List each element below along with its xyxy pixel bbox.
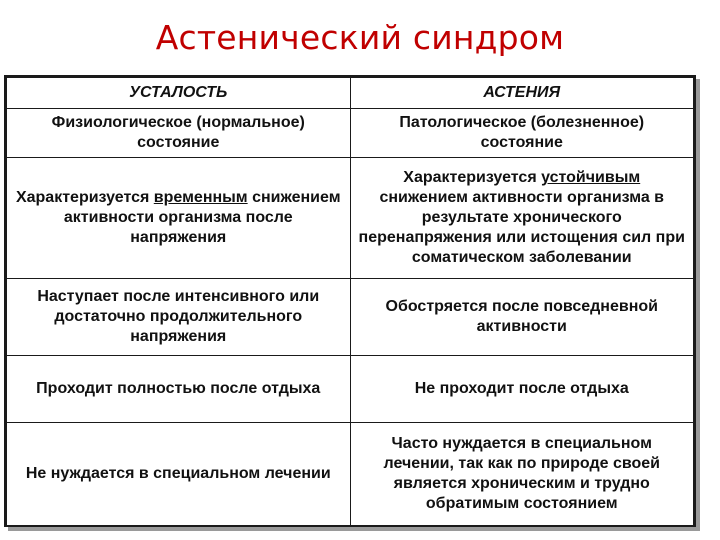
cell-asthenia-rest: Не проходит после отдыха	[350, 356, 694, 423]
cell-asthenia-state: Патологическое (болезненное) состояние	[350, 109, 694, 158]
cell-text: снижением активности организма после напряжения	[63, 189, 341, 246]
cell-fatigue-treatment: Не нуждается в специальном лечении	[7, 423, 351, 526]
table-row	[7, 109, 694, 158]
table-row	[7, 158, 694, 279]
comparison-table	[4, 75, 696, 527]
table-row	[7, 279, 694, 356]
cell-text: Характеризуется	[15, 189, 154, 206]
cell-fatigue-state: Физиологическое (нормальное) состояние	[7, 109, 351, 158]
underlined-word: устойчивым	[541, 169, 641, 186]
header-asthenia: АСТЕНИЯ	[350, 78, 694, 109]
table-header-row	[7, 78, 694, 109]
slide-title: Астенический синдром	[155, 18, 565, 57]
underlined-word: временным	[153, 189, 248, 206]
table-row	[7, 423, 694, 526]
cell-text: снижением активности организма в результате хронического перенапряжения или истощения сил при соматическом заболевании	[358, 189, 685, 266]
table-row	[7, 356, 694, 423]
cell-text: Характеризуется	[403, 169, 542, 186]
header-fatigue: УСТАЛОСТЬ	[7, 78, 351, 109]
cell-asthenia-treatment: Часто нуждается в специальном лечении, так как по природе своей является хроническим и трудно обратимым состоянием	[350, 423, 694, 526]
cell-asthenia-onset: Обостряется после повседневной активности	[350, 279, 694, 356]
cell-fatigue-rest: Проходит полностью после отдыха	[7, 356, 351, 423]
cell-fatigue-activity	[7, 158, 351, 279]
cell-asthenia-activity	[350, 158, 694, 279]
cell-fatigue-onset: Наступает после интенсивного или достаточно продолжительного напряжения	[7, 279, 351, 356]
